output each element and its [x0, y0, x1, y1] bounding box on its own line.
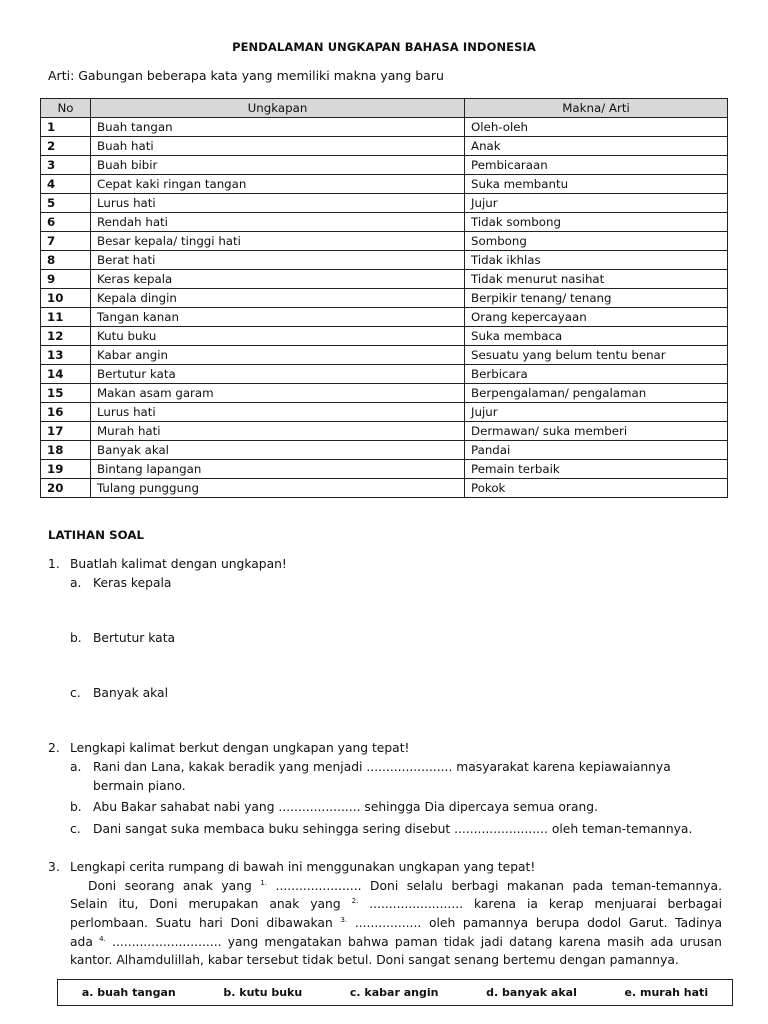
header-no: No	[41, 99, 91, 118]
row-makna: Sesuatu yang belum tentu benar	[465, 346, 728, 365]
row-number: 16	[41, 403, 91, 422]
row-number: 19	[41, 460, 91, 479]
header-ungkapan: Ungkapan	[91, 99, 465, 118]
row-number: 9	[41, 270, 91, 289]
row-makna: Pokok	[465, 479, 728, 498]
row-makna: Sombong	[465, 232, 728, 251]
row-number: 4	[41, 175, 91, 194]
question-2-number: 2.	[48, 741, 60, 755]
row-number: 2	[41, 137, 91, 156]
table-row	[41, 156, 728, 175]
row-ungkapan: Rendah hati	[91, 213, 465, 232]
item-letter: c.	[70, 686, 81, 700]
row-makna: Pandai	[465, 441, 728, 460]
idiom-table-body	[41, 118, 728, 498]
row-ungkapan: Bertutur kata	[91, 365, 465, 384]
row-number: 7	[41, 232, 91, 251]
answer-option-e: e. murah hati	[624, 986, 709, 999]
row-ungkapan: Besar kepala/ tinggi hati	[91, 232, 465, 251]
page-title: PENDALAMAN UNGKAPAN BAHASA INDONESIA	[232, 40, 536, 54]
story-text: Selain itu, Doni merupakan anak yang	[70, 897, 341, 911]
answer-option-a: a. buah tangan	[81, 986, 176, 999]
item-letter: c.	[70, 822, 81, 836]
row-makna: Oleh-oleh	[465, 118, 728, 137]
item-letter: a.	[70, 576, 82, 590]
question-2-item-c	[70, 822, 692, 836]
row-number: 5	[41, 194, 91, 213]
row-makna: Anak	[465, 137, 728, 156]
table-row	[41, 479, 728, 498]
story-text: ...................... Doni selalu berbagi makanan pada teman-temannya.	[275, 879, 722, 893]
item-text: Bertutur kata	[93, 631, 176, 645]
header-makna: Makna/ Arti	[465, 99, 728, 118]
question-2-text: Lengkapi kalimat berkut dengan ungkapan yang tepat!	[70, 741, 410, 755]
item-text: Banyak akal	[93, 686, 169, 700]
row-makna: Berbicara	[465, 365, 728, 384]
question-2-item-b	[70, 800, 598, 814]
table-row	[41, 403, 728, 422]
row-makna: Berpikir tenang/ tenang	[465, 289, 728, 308]
table-row	[41, 137, 728, 156]
blank-number: 1.	[260, 878, 268, 887]
row-number: 18	[41, 441, 91, 460]
row-ungkapan: Berat hati	[91, 251, 465, 270]
table-row	[41, 384, 728, 403]
row-ungkapan: Kepala dingin	[91, 289, 465, 308]
answer-option-c: c. kabar angin	[349, 986, 439, 999]
table-row	[41, 175, 728, 194]
row-makna: Suka membaca	[465, 327, 728, 346]
row-number: 15	[41, 384, 91, 403]
answer-options-box	[57, 979, 733, 1006]
question-1-text: Buatlah kalimat dengan ungkapan!	[70, 557, 287, 571]
answer-option-d: d. banyak akal	[486, 986, 577, 999]
table-row	[41, 118, 728, 137]
table-row	[41, 327, 728, 346]
row-makna: Pemain terbaik	[465, 460, 728, 479]
row-ungkapan: Buah tangan	[91, 118, 465, 137]
blank-number: 4.	[99, 934, 106, 943]
row-number: 3	[41, 156, 91, 175]
question-2-item-a	[70, 760, 671, 774]
row-makna: Dermawan/ suka memberi	[465, 422, 728, 441]
row-makna: Tidak menurut nasihat	[465, 270, 728, 289]
question-1-item-a	[70, 576, 171, 590]
row-ungkapan: Makan asam garam	[91, 384, 465, 403]
row-makna: Jujur	[465, 194, 728, 213]
question-3	[48, 860, 535, 874]
table-header-row	[41, 99, 728, 118]
question-3-number: 3.	[48, 860, 60, 874]
item-text: Abu Bakar sahabat nabi yang ..................... sehingga Dia dipercaya semua orang.	[93, 800, 598, 814]
row-number: 13	[41, 346, 91, 365]
story-text: Doni seorang anak yang	[88, 879, 252, 893]
row-ungkapan: Buah bibir	[91, 156, 465, 175]
row-ungkapan: Keras kepala	[91, 270, 465, 289]
row-makna: Orang kepercayaan	[465, 308, 728, 327]
row-number: 6	[41, 213, 91, 232]
story-line-3	[70, 916, 722, 930]
item-text: Keras kepala	[93, 576, 172, 590]
story-line-1	[88, 879, 722, 893]
row-ungkapan: Lurus hati	[91, 403, 465, 422]
row-ungkapan: Kabar angin	[91, 346, 465, 365]
story-line-4	[70, 935, 722, 949]
item-letter: b.	[70, 631, 82, 645]
blank-number: 3.	[340, 915, 348, 924]
question-2-item-a-continued: bermain piano.	[93, 779, 186, 793]
row-ungkapan: Tulang punggung	[91, 479, 465, 498]
row-ungkapan: Kutu buku	[91, 327, 465, 346]
item-text: Dani sangat suka membaca buku sehingga sering disebut ........................ oleh teman-temannya.	[93, 822, 693, 836]
row-makna: Tidak sombong	[465, 213, 728, 232]
table-row	[41, 270, 728, 289]
row-makna: Tidak ikhlas	[465, 251, 728, 270]
question-1-number: 1.	[48, 557, 60, 571]
story-text: ........................ karena ia kerap menjuarai berbagai	[369, 897, 722, 911]
row-makna: Jujur	[465, 403, 728, 422]
row-ungkapan: Banyak akal	[91, 441, 465, 460]
question-1-item-c	[70, 686, 168, 700]
row-number: 10	[41, 289, 91, 308]
row-makna: Suka membantu	[465, 175, 728, 194]
row-ungkapan: Buah hati	[91, 137, 465, 156]
item-letter: a.	[70, 760, 82, 774]
definition-text: Arti: Gabungan beberapa kata yang memiliki makna yang baru	[48, 68, 444, 83]
idiom-table	[40, 98, 728, 498]
row-ungkapan: Murah hati	[91, 422, 465, 441]
row-number: 8	[41, 251, 91, 270]
blank-number: 2.	[351, 896, 359, 905]
item-letter: b.	[70, 800, 82, 814]
table-row	[41, 346, 728, 365]
answer-option-b: b. kutu buku	[223, 986, 303, 999]
story-text: ada	[70, 935, 93, 949]
table-row	[41, 289, 728, 308]
table-row	[41, 251, 728, 270]
story-text: ................. oleh pamannya berupa dodol Garut. Tadinya	[354, 916, 722, 930]
row-number: 11	[41, 308, 91, 327]
row-ungkapan: Tangan kanan	[91, 308, 465, 327]
table-row	[41, 365, 728, 384]
table-row	[41, 232, 728, 251]
row-number: 12	[41, 327, 91, 346]
question-1	[48, 557, 287, 571]
table-row	[41, 460, 728, 479]
table-row	[41, 422, 728, 441]
row-number: 20	[41, 479, 91, 498]
table-row	[41, 308, 728, 327]
story-line-5: kantor. Alhamdulillah, kabar tersebut tidak betul. Doni sangat senang bertemu dengan pamannya.	[70, 953, 679, 967]
row-ungkapan: Bintang lapangan	[91, 460, 465, 479]
story-text: perlombaan. Suatu hari Doni dibawakan	[70, 916, 333, 930]
story-text: ............................ yang mengatakan bahwa paman tidak jadi datang karena masih ada urusan	[112, 935, 722, 949]
row-ungkapan: Cepat kaki ringan tangan	[91, 175, 465, 194]
row-number: 14	[41, 365, 91, 384]
row-number: 17	[41, 422, 91, 441]
table-row	[41, 213, 728, 232]
question-2	[48, 741, 409, 755]
question-3-text: Lengkapi cerita rumpang di bawah ini menggunakan ungkapan yang tepat!	[70, 860, 536, 874]
story-line-2	[70, 897, 722, 911]
item-text: Rani dan Lana, kakak beradik yang menjadi ...................... masyarakat karena kepiawaiannya	[93, 760, 671, 774]
table-row	[41, 441, 728, 460]
question-1-item-b	[70, 631, 175, 645]
row-number: 1	[41, 118, 91, 137]
row-makna: Pembicaraan	[465, 156, 728, 175]
row-ungkapan: Lurus hati	[91, 194, 465, 213]
table-row	[41, 194, 728, 213]
row-makna: Berpengalaman/ pengalaman	[465, 384, 728, 403]
latihan-heading: LATIHAN SOAL	[48, 528, 145, 542]
